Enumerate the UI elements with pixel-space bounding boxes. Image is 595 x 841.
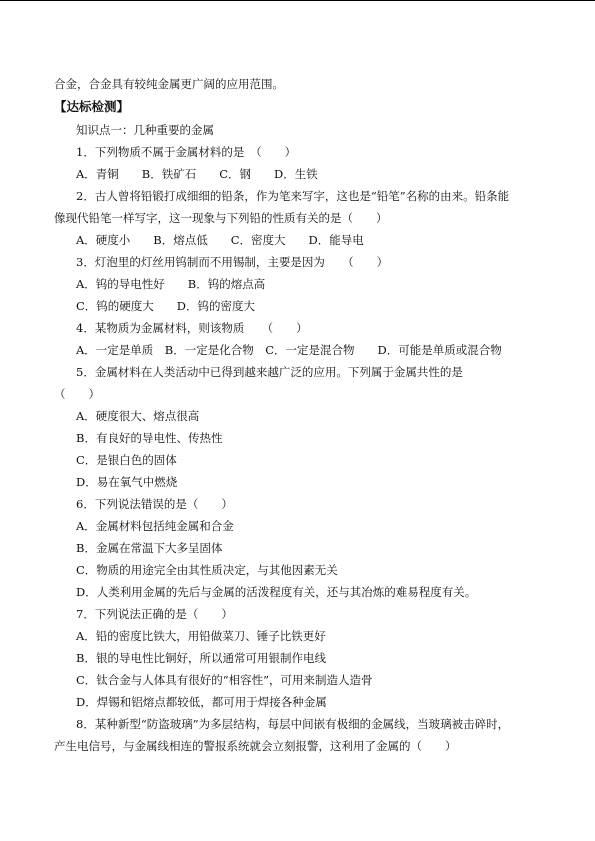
topic-title: 知识点一：几种重要的金属 — [76, 123, 214, 137]
q5-stem-line2: （ ） — [54, 387, 100, 401]
q8-stem-line1: 8．某种新型“防盗玻璃”为多层结构，每层中间嵌有极细的金属线，当玻璃被击碎时， — [76, 717, 510, 731]
q3-options-ab: A．钨的导电性好 B．钨的熔点高 — [76, 277, 266, 291]
q7-option-b: B．银的导电性比铜好，所以通常可用银制作电线 — [76, 651, 326, 665]
q5-option-d: D．易在氧气中燃烧 — [76, 475, 178, 489]
q8-stem-line2: 产生电信号，与金属线相连的警报系统就会立刻报警，这利用了金属的（ ） — [54, 739, 457, 753]
q7-option-d: D．焊锡和铝熔点都较低，都可用于焊接各种金属 — [76, 695, 327, 709]
q5-option-a: A．硬度很大、熔点很高 — [76, 409, 200, 423]
q1-options: A．青铜 B．铁矿石 C．钢 D．生铁 — [76, 167, 318, 181]
q2-options: A．硬度小 B．熔点低 C．密度大 D．能导电 — [76, 233, 364, 247]
q1-stem: 1．下列物质不属于金属材料的是 （ ） — [76, 145, 297, 159]
q6-option-d: D．人类利用金属的先后与金属的活泼程度有关，还与其冶炼的难易程度有关。 — [76, 585, 477, 599]
section-title: 【达标检测】 — [54, 99, 130, 114]
q3-options-cd: C．钨的硬度大 D．钨的密度大 — [76, 299, 256, 313]
q5-stem-line1: 5．金属材料在人类活动中已得到越来越广泛的应用。下列属于金属共性的是 — [76, 365, 463, 379]
q6-option-b: B．金属在常温下大多呈固体 — [76, 541, 223, 555]
q5-option-b: B．有良好的导电性、传热性 — [76, 431, 223, 445]
intro-text: 合金，合金具有较纯金属更广阔的应用范围。 — [54, 77, 284, 91]
q2-stem-line1: 2．古人曾将铅锻打成细细的铅条，作为笔来写字，这也是“铅笔”名称的由来。铅条能 — [76, 189, 510, 203]
page-top-rule — [0, 0, 595, 1]
q4-stem: 4．某物质为金属材料，则该物质 （ ） — [76, 321, 308, 335]
q6-stem: 6．下列说法错误的是（ ） — [76, 497, 233, 511]
q6-option-a: A．金属材料包括纯金属和合金 — [76, 519, 234, 533]
q3-stem: 3．灯泡里的灯丝用钨制而不用锡制，主要是因为 （ ） — [76, 255, 389, 269]
q5-option-c: C．是银白色的固体 — [76, 453, 177, 467]
q7-option-a: A．铅的密度比铁大，用铅做菜刀、锤子比铁更好 — [76, 629, 326, 643]
q7-stem: 7．下列说法正确的是（ ） — [76, 607, 233, 621]
q2-stem-line2: 像现代铅笔一样写字，这一现象与下列铅的性质有关的是（ ） — [54, 211, 388, 225]
q6-option-c: C．物质的用途完全由其性质决定，与其他因素无关 — [76, 563, 338, 577]
q4-options: A．一定是单质 B．一定是化合物 C．一定是混合物 D．可能是单质或混合物 — [76, 343, 502, 357]
q7-option-c: C．钛合金与人体具有很好的“相容性”，可用来制造人造骨 — [76, 673, 373, 687]
